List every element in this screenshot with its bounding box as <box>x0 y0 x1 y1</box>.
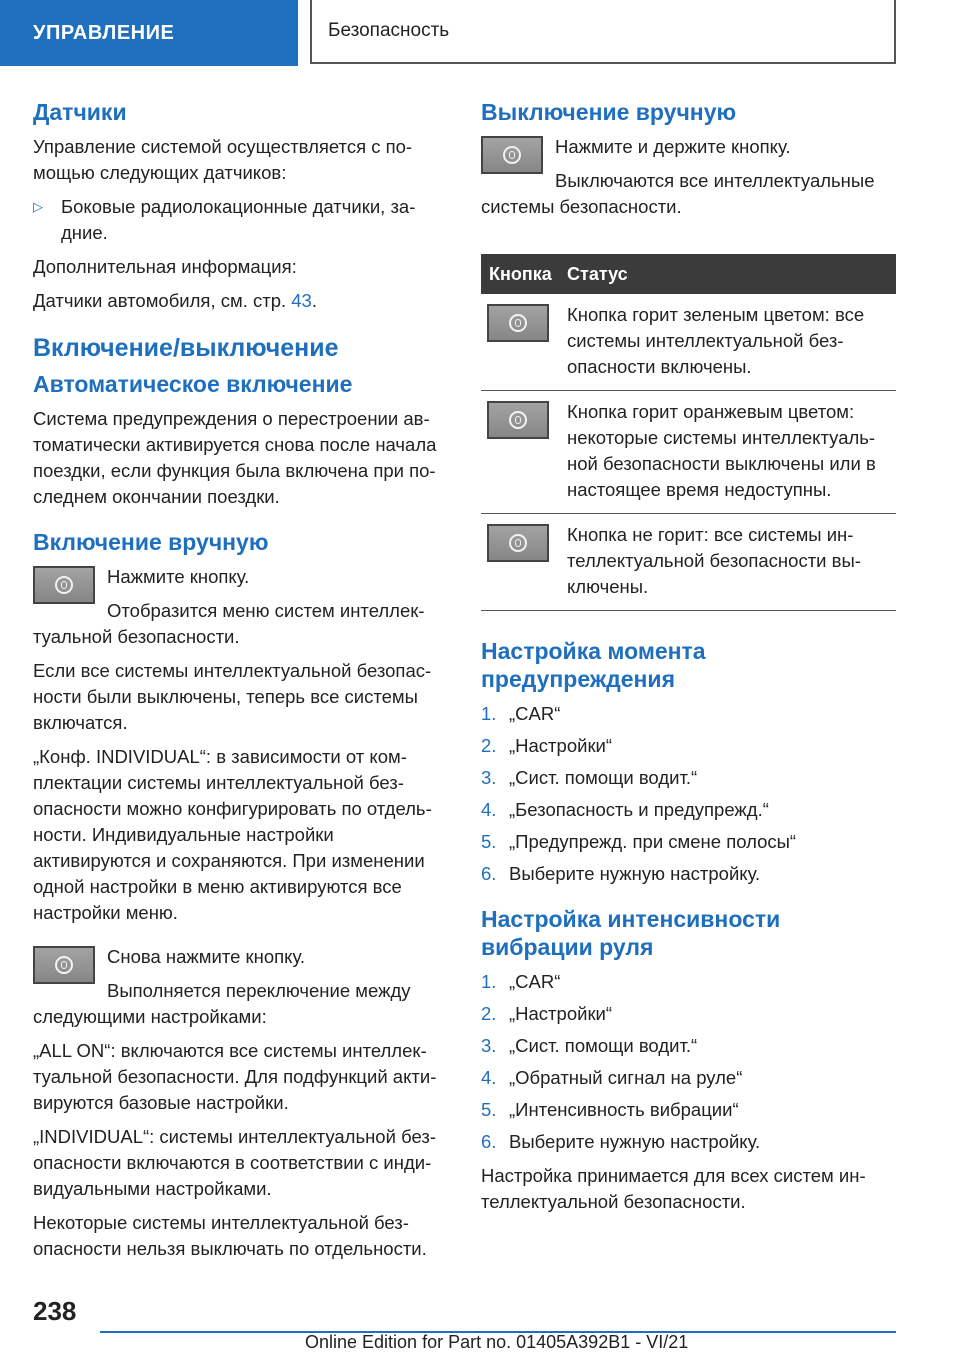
button-instruction-3 <box>481 134 896 228</box>
button-status-table <box>481 254 896 611</box>
right-column <box>481 98 896 1223</box>
page-header <box>0 0 960 66</box>
section-tab: УПРАВЛЕНИЕ <box>0 0 298 66</box>
vibration-heading: Настройка интенсивности вибрации руля <box>481 906 781 960</box>
list-item: 3. „Сист. помощи водит.“ <box>481 1035 698 1056</box>
status-cell: Кнопка горит оранжевым цветом: некоторые системы интеллектуаль- ной безопасности выключены или в настоящее время недоступны. <box>559 391 896 514</box>
button-instruction-2 <box>33 944 448 1038</box>
warning-time-steps <box>481 701 896 887</box>
triangle-bullet-icon: ▷ <box>33 199 43 214</box>
auto-text: Система предупреждения о перестроении ав- томатически активируется снова после начала поездки, если функция была включена при по- следнем окончании поездки. <box>33 408 437 507</box>
table-header-row <box>481 254 896 294</box>
list-item: 6. Выберите нужную настройку. <box>481 1131 761 1152</box>
edition-text: Online Edition for Part no. 01405A392B1 - VI/21 <box>305 1332 689 1352</box>
driver-assist-button-icon <box>33 946 95 984</box>
page-number: 238 <box>33 1296 77 1326</box>
onoff-heading: Включение/выключение <box>33 334 339 362</box>
list-item: 5. „Предупрежд. при смене полосы“ <box>481 831 797 852</box>
sensors-bullet <box>33 194 448 246</box>
sensors-heading: Датчики <box>33 99 127 125</box>
press-again-text: Снова нажмите кнопку. <box>107 946 305 967</box>
driver-assist-button-icon <box>481 136 543 174</box>
list-item: 6. Выберите нужную настройку. <box>481 863 761 884</box>
status-cell: Кнопка не горит: все системы ин- теллектуальной безопасности вы- ключены. <box>559 514 896 611</box>
list-item: 1. „CAR“ <box>481 703 561 724</box>
topic-title: Безопасность <box>310 0 896 64</box>
status-cell: Кнопка горит зеленым цветом: все системы интеллектуальной без- опасности включены. <box>559 294 896 391</box>
sensors-bullet-text: Боковые радиолокационные датчики, за- дние. <box>61 196 416 243</box>
list-item: 1. „CAR“ <box>481 971 561 992</box>
individual-text: „Конф. INDIVIDUAL“: в зависимости от ком- плектации системы интеллектуальной без- опасности можно конфигурировать по отдель- ности. Индивидуальные настройки активируются и сохраняются. При изменении одной настройки в меню активируются все настройки меню. <box>33 746 432 923</box>
vibration-steps <box>481 969 896 1155</box>
table-row <box>481 294 896 391</box>
individual2-text: „INDIVIDUAL“: системы интеллектуальной без- опасности включаются в соответствии с инди- видуальными настройками. <box>33 1126 436 1199</box>
cannot-off-text: Некоторые системы интеллектуальной без- опасности нельзя выключать по отдельности. <box>33 1212 427 1259</box>
press-hold-text: Нажмите и держите кнопку. <box>555 136 791 157</box>
list-item: 5. „Интенсивность вибрации“ <box>481 1099 739 1120</box>
press-button-text: Нажмите кнопку. <box>107 566 250 587</box>
sensor-ref-suffix: . <box>311 290 317 311</box>
driver-assist-button-icon <box>33 566 95 604</box>
button-orange-icon <box>487 401 549 439</box>
manual-off-heading: Выключение вручную <box>481 99 737 125</box>
col-button-header: Кнопка <box>481 254 559 294</box>
all-off-right-text: Выключаются все интеллектуальные системы безопасности. <box>481 170 875 217</box>
page-link[interactable]: 43 <box>291 290 312 311</box>
left-column <box>33 98 448 1270</box>
sensor-reference <box>33 288 448 314</box>
list-item: 4. „Безопасность и предупрежд.“ <box>481 799 769 820</box>
button-green-icon <box>487 304 549 342</box>
manual-on-heading: Включение вручную <box>33 529 269 555</box>
switching-text: Выполняется переключение между следующими настройками: <box>33 980 411 1027</box>
button-instruction <box>33 564 448 658</box>
menu-shown-text: Отобразится меню систем интеллек- туальной безопасности. <box>33 600 425 647</box>
button-off-icon <box>487 524 549 562</box>
all-on-text: „ALL ON“: включаются все системы интеллек- туальной безопасности. Для подфункций акти- вируются базовые настройки. <box>33 1040 437 1113</box>
table-row <box>481 514 896 611</box>
list-item: 2. „Настройки“ <box>481 735 613 756</box>
table-row <box>481 391 896 514</box>
all-off-text: Если все системы интеллектуальной безопас- ности были выключены, теперь все системы включатся. <box>33 660 432 733</box>
sensor-ref-text: Датчики автомобиля, см. стр. <box>33 290 292 311</box>
warning-time-heading: Настройка момента предупреждения <box>481 638 706 692</box>
list-item: 2. „Настройки“ <box>481 1003 613 1024</box>
col-status-header: Статус <box>559 254 896 294</box>
list-item: 4. „Обратный сигнал на руле“ <box>481 1067 743 1088</box>
list-item: 3. „Сист. помощи водит.“ <box>481 767 698 788</box>
more-info-label: Дополнительная информация: <box>33 256 297 277</box>
sensors-text: Управление системой осуществляется с по- мощью следующих датчиков: <box>33 136 413 183</box>
auto-heading: Автоматическое включение <box>33 371 353 397</box>
applies-all-text: Настройка принимается для всех систем ин- теллектуальной безопасности. <box>481 1165 866 1212</box>
